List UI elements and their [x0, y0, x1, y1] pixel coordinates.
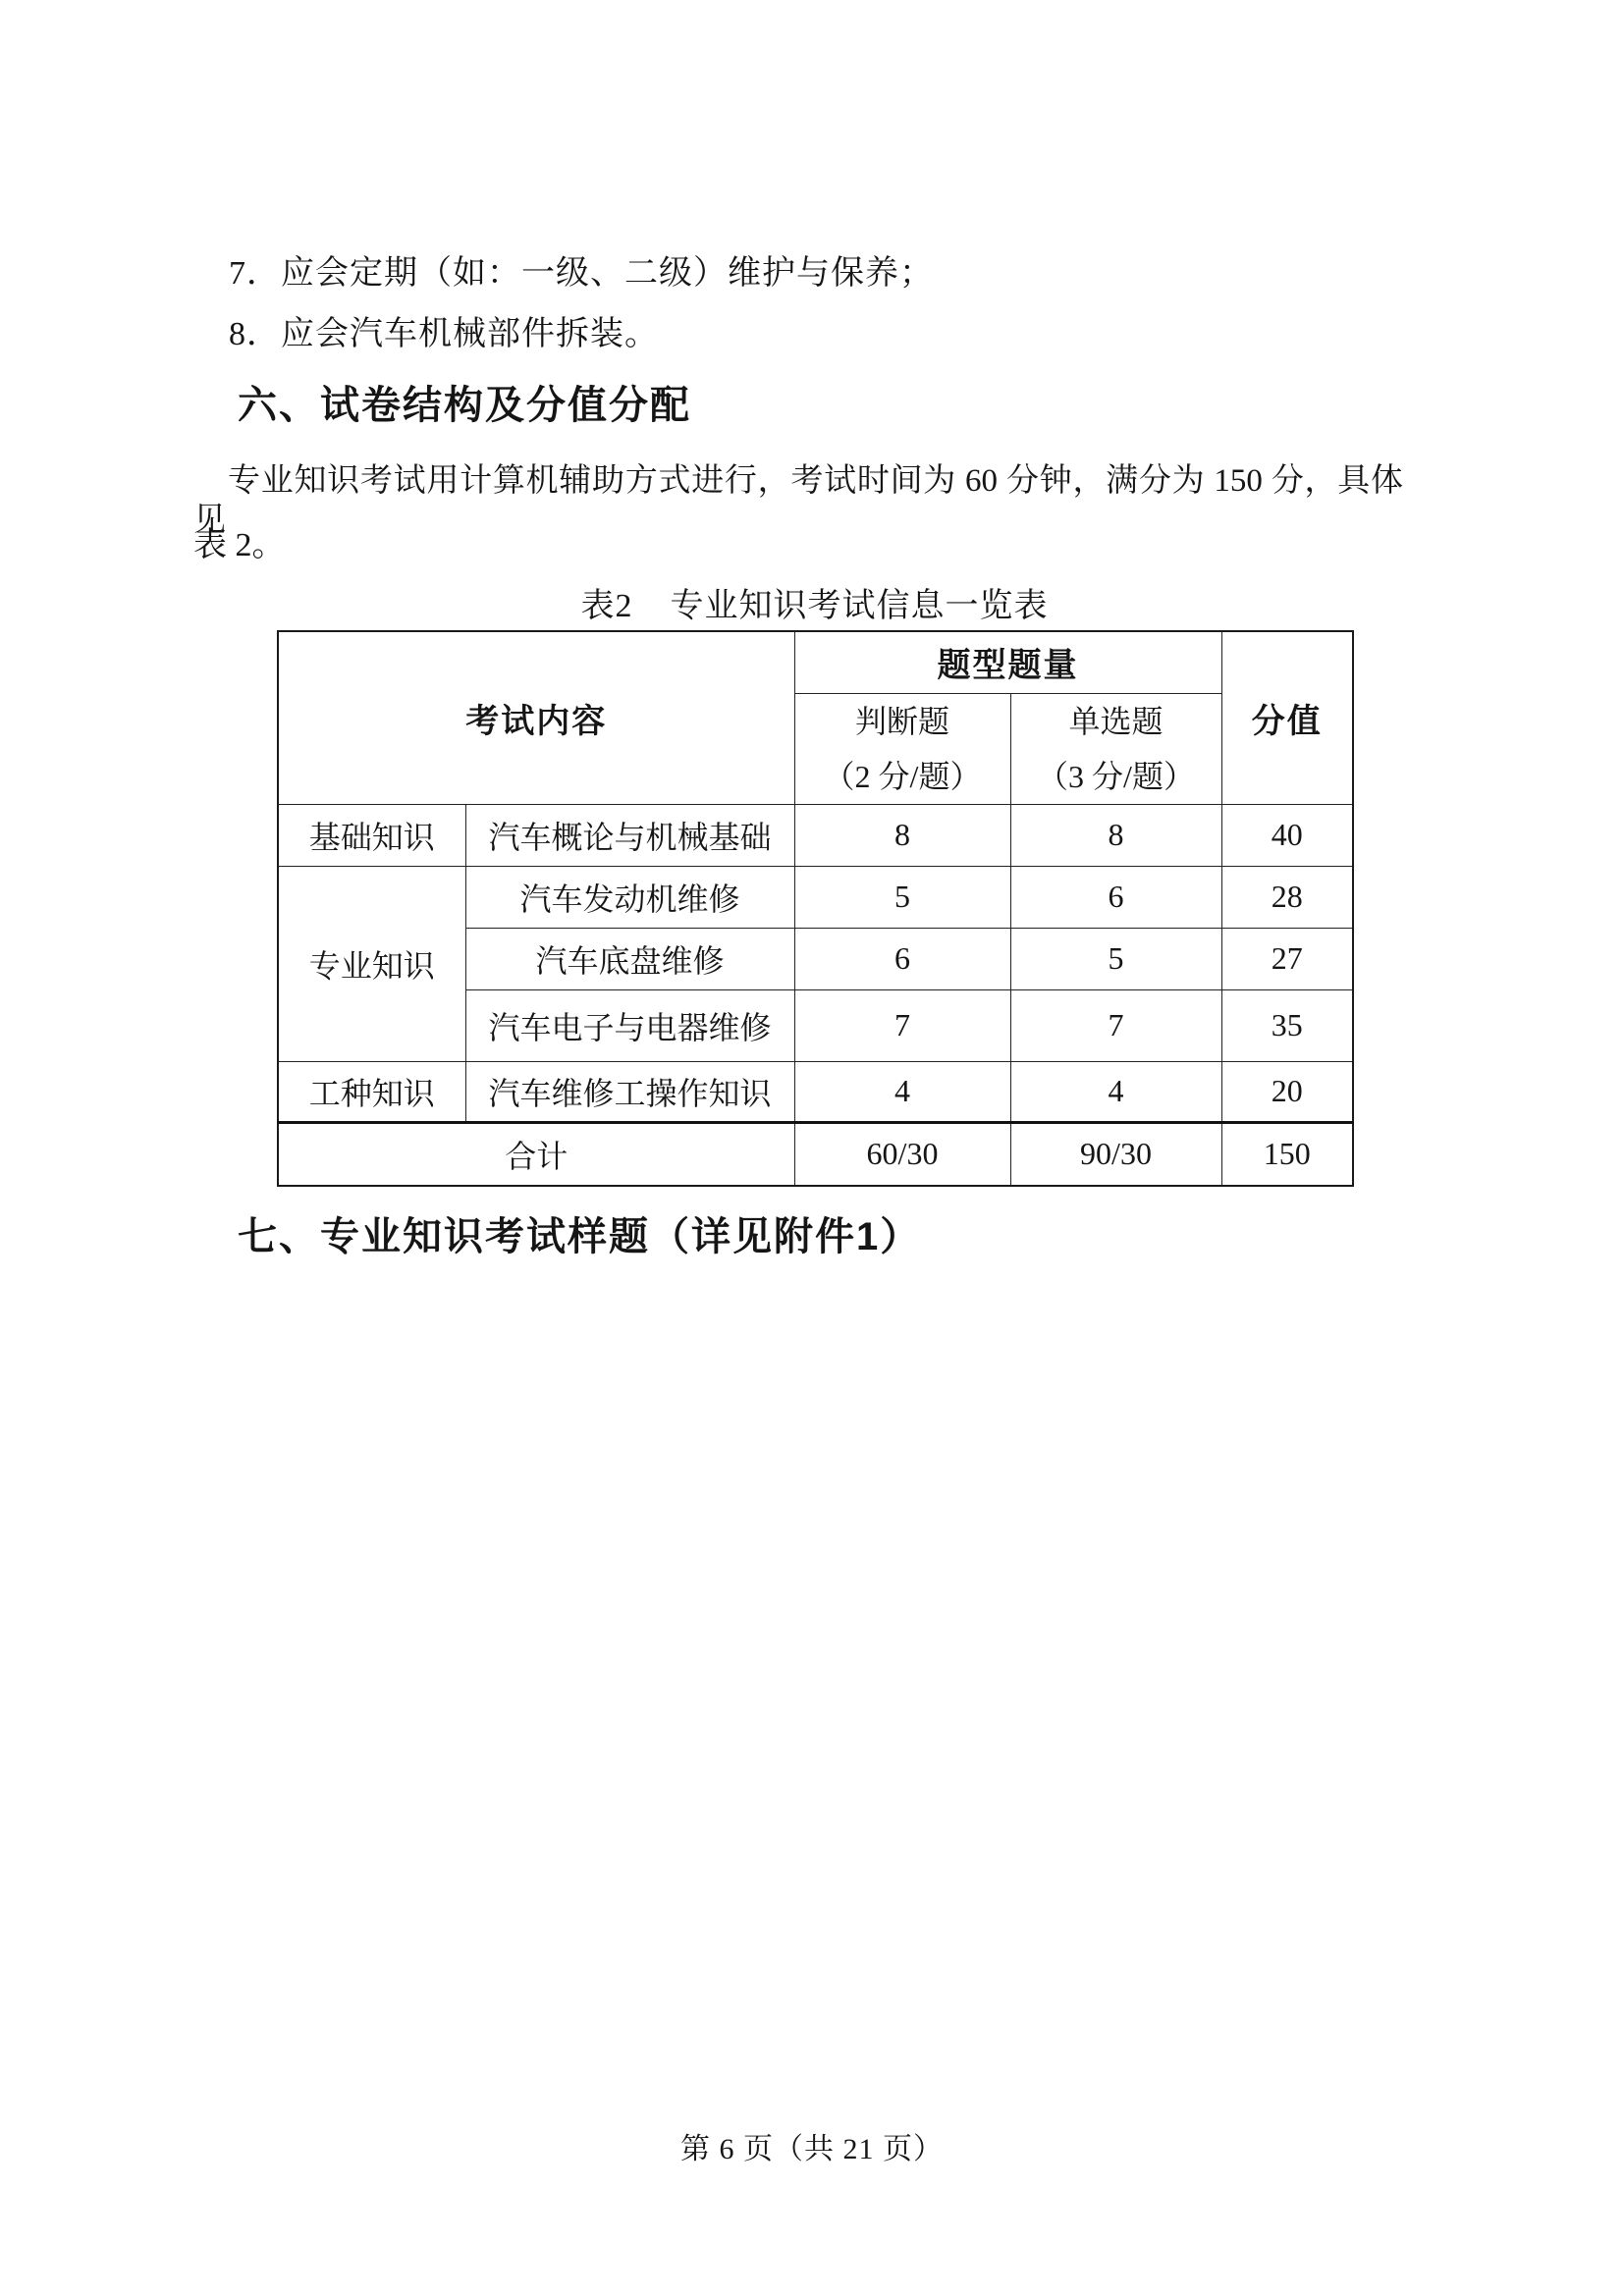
subject-cell: 汽车电子与电器维修	[465, 989, 794, 1061]
section-seven-heading: 七、专业知识考试样题（详见附件1）	[238, 1215, 922, 1258]
total-label-cell: 合计	[278, 1122, 794, 1186]
header-exam-content: 考试内容	[278, 631, 794, 804]
subject-cell: 汽车发动机维修	[465, 866, 794, 928]
header-judge-title: 判断题	[854, 703, 949, 739]
header-judge-sub: （2 分/题）	[823, 758, 982, 794]
list-item-7: 7．应会定期（如：一级、二级）维护与保养；	[229, 255, 934, 292]
subject-cell: 汽车维修工操作知识	[465, 1061, 794, 1122]
subject-cell: 汽车底盘维修	[465, 928, 794, 989]
header-score: 分值	[1221, 631, 1353, 804]
total-choice-cell: 90/30	[1010, 1122, 1221, 1186]
subject-cell: 汽车概论与机械基础	[465, 804, 794, 866]
judge-count-cell: 4	[794, 1061, 1010, 1122]
total-score-cell: 150	[1221, 1122, 1353, 1186]
score-cell: 35	[1221, 989, 1353, 1061]
category-cell: 专业知识	[278, 866, 465, 1061]
table-caption	[277, 588, 1352, 624]
score-cell: 20	[1221, 1061, 1353, 1122]
header-choice-title: 单选题	[1068, 703, 1164, 739]
paragraph-line-1: 专业知识考试用计算机辅助方式进行，考试时间为 60 分钟，满分为 150 分，具体见	[193, 463, 1403, 538]
table-row	[278, 866, 1353, 928]
score-cell: 40	[1221, 804, 1353, 866]
choice-count-cell: 4	[1010, 1061, 1221, 1122]
table-caption-label: 表2	[580, 588, 633, 624]
category-cell: 基础知识	[278, 804, 465, 866]
judge-count-cell: 7	[794, 989, 1010, 1061]
list-item-8: 8．应会汽车机械部件拆装。	[229, 316, 659, 352]
section-six-heading: 六、试卷结构及分值分配	[238, 384, 691, 427]
table-caption-title: 专业知识考试信息一览表	[670, 588, 1049, 624]
table-row	[278, 804, 1353, 866]
judge-count-cell: 8	[794, 804, 1010, 866]
table-header-row-1	[278, 631, 1353, 693]
paragraph-line-2: 表 2。	[193, 527, 286, 563]
judge-count-cell: 6	[794, 928, 1010, 989]
page-footer: 第 6 页（共 21 页）	[680, 2133, 944, 2165]
judge-count-cell: 5	[794, 866, 1010, 928]
header-judge-question	[794, 693, 1010, 804]
table-total-row	[278, 1122, 1353, 1186]
choice-count-cell: 5	[1010, 928, 1221, 989]
choice-count-cell: 7	[1010, 989, 1221, 1061]
total-judge-cell: 60/30	[794, 1122, 1010, 1186]
header-question-types: 题型题量	[794, 631, 1221, 693]
choice-count-cell: 8	[1010, 804, 1221, 866]
score-cell: 27	[1221, 928, 1353, 989]
score-cell: 28	[1221, 866, 1353, 928]
choice-count-cell: 6	[1010, 866, 1221, 928]
table-row	[278, 1061, 1353, 1122]
header-choice-sub: （3 分/题）	[1037, 758, 1195, 794]
exam-info-table	[277, 630, 1354, 1187]
header-choice-question	[1010, 693, 1221, 804]
category-cell: 工种知识	[278, 1061, 465, 1122]
